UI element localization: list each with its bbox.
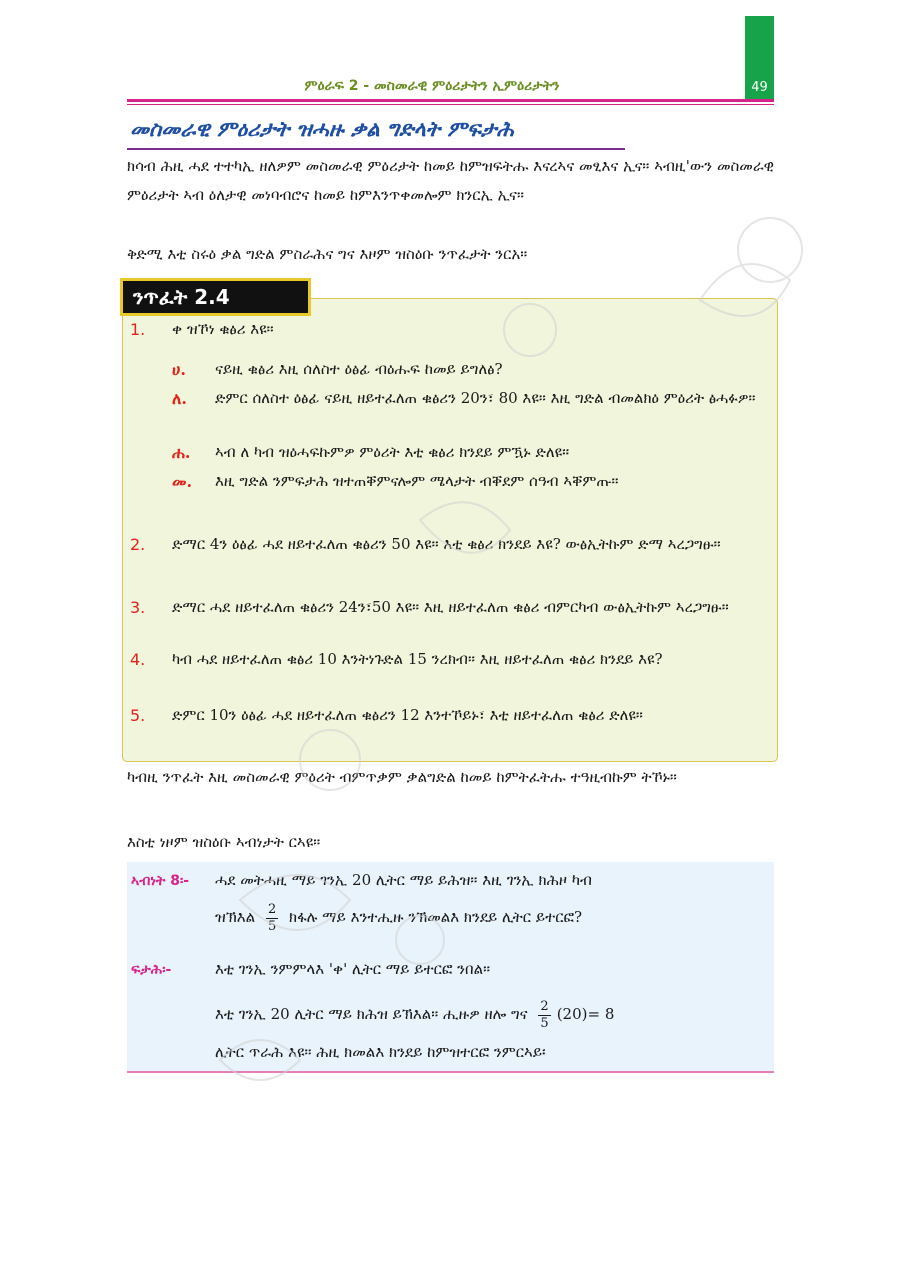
fraction-numerator: 2 (540, 998, 549, 1014)
item-number-3: 3. (130, 598, 146, 617)
after-paragraph-1: ካብዚ ንጥፈት እዚ መስመራዊ ምዕሪት ብምጥቃም ቃልግድል ከመይ ከምትፈትሑ ተዓዚብኩም ትኾኑ። (127, 768, 677, 786)
example-line-2-post: ክፋሉ ማይ እንተሒዙ ንኽመልእ ክንደይ ሊትር ይተርፎ? (289, 908, 583, 926)
subitem-text-c: ኣብ ለ ካብ ዝዕሓፍኩምዎ ምዕሪት እቲ ቁፅሪ ክንደይ ምዃኑ ድለዩ፡፡ (215, 443, 570, 461)
subitem-text-d: እዚ ግድል ንምፍታሕ ዝተጠቐምናሎም ሜላታት ብቐደም ሰዓብ ኣቐምጡ። (215, 472, 619, 490)
example-label: ኣብነት 8፡- (131, 873, 190, 889)
item-number-1: 1. (130, 320, 146, 339)
example-line-1: ሓደ መትሓዚ ማይ ገንኢ 20 ሊትር ማይ ይሕዝ። እዚ ገንኢ ክሕዞ ካብ (215, 871, 592, 889)
running-head: ምዕራፍ 2 - መስመራዊ ምዕሪታትን ኢምዕሪታትን (304, 78, 560, 94)
example-rule (127, 1071, 774, 1073)
after-paragraph-2: እስቲ ነዞም ዝስዕቡ ኣብነታት ርኣዩ። (127, 833, 321, 851)
subitem-text-a: ናይዚ ቁፅሪ እዚ ሰለስተ ዕፅፊ ብዕሑፍ ከመይ ይግለፅ? (215, 360, 503, 378)
section-title: መስመራዊ ምዕሪታት ዝሓዙ ቃል ግድላት ምፍታሕ (130, 116, 514, 141)
item-text-4: ካብ ሓደ ዘይተፈለጠ ቁፅሪ 10 እንትነጉድል 15 ንረክብ። እዚ ዘይተፈለጠ ቁፅሪ ክንደይ እዩ? (172, 650, 663, 668)
subitem-letter-d: መ. (172, 472, 193, 491)
fraction-two-fifths-solution (538, 999, 550, 1032)
item-number-5: 5. (130, 706, 146, 725)
title-underline (127, 148, 625, 150)
subitem-letter-c: ሐ. (172, 443, 191, 462)
activity-label: ንጥፈት 2.4 (120, 278, 311, 316)
solution-label: ፍታሕ፡- (131, 962, 172, 978)
header-rule-thin (127, 104, 774, 105)
item-text-5: ድምር 10ን ዕፅፊ ሓደ ዘይተፈለጠ ቁፅሪን 12 እንተኾይኑ፣ እቲ ዘይተፈለጠ ቁፅሪ ድለዩ። (172, 706, 643, 724)
fraction-two-fifths (266, 902, 278, 935)
intro-paragraph-1: ክሳብ ሕዚ ሓደ ተተካኢ ዘለዎም መስመራዊ ምዕሪታት ከመይ ከምዝፍትሑ እናረኣና መፂእና ኢና። ኣብዚ'ውን መስመራዊ ምዕሪታት ኣብ ዕለታዊ መነባብሮና ከመይ ከምእንጥቀመሎም ክንርኢ ኢና። (127, 157, 774, 204)
item-text-3: ድማር ሓደ ዘይተፈለጠ ቁፅሪን 24ን፣50 እዩ። እዚ ዘይተፈለጠ ቁፅሪ ብምርካብ ውፅኢትኩም ኣረጋግፁ። (172, 598, 729, 616)
solution-line-2-post: (20)= 8 (556, 1005, 615, 1023)
subitem-text-b: ድምር ሰለስተ ዕፅፊ ናይዚ ዘይተፈለጠ ቁፅሪን 20ን፣ 80 እዩ። እዚ ግድል ብመልክዕ ምዕሪት ፅሓፉዎ። (215, 389, 756, 407)
intro-paragraph-2: ቅድሚ እቲ ስሩዕ ቃል ግድል ምስራሕና ግና እዞም ዝስዕቡ ንጥፈታት ንርአ። (127, 245, 528, 263)
page-number: 49 (751, 80, 768, 95)
item-text-2: ድማር 4ን ዕፅፊ ሓደ ዘይተፈለጠ ቁፅሪን 50 እዩ። እቲ ቁፅሪ ክንደይ እዩ? ውፅኢትኩም ድማ ኣረጋግፁ። (172, 535, 721, 553)
example-line-2-pre: ዝኽእል (215, 908, 256, 926)
fraction-numerator: 2 (267, 901, 277, 917)
example-line-2 (215, 897, 773, 937)
header-rule (127, 99, 774, 102)
fraction-denominator: 5 (540, 1015, 549, 1031)
solution-line-3: ሊትር ጥራሕ እዩ። ሕዚ ክመልእ ክንደይ ከምዝተርፎ ንምርኣይ፡ (215, 1043, 546, 1061)
item-text-1: ቀ ዝኾነ ቁፅሪ እዩ። (172, 320, 274, 338)
solution-line-2 (215, 994, 773, 1034)
fraction-denominator: 5 (267, 918, 277, 934)
item-number-4: 4. (130, 650, 146, 669)
solution-line-2-pre: እቲ ገንኢ 20 ሊትር ማይ ክሕዝ ይኽእል። ሒዙዎ ዘሎ ግና (215, 1005, 528, 1023)
subitem-letter-b: ለ. (172, 389, 187, 408)
solution-line-1: እቲ ገንኢ ንምምላእ 'ቀ' ሊትር ማይ ይተርፎ ንበል። (215, 960, 491, 978)
subitem-letter-a: ሀ. (172, 360, 186, 379)
item-number-2: 2. (130, 535, 146, 554)
